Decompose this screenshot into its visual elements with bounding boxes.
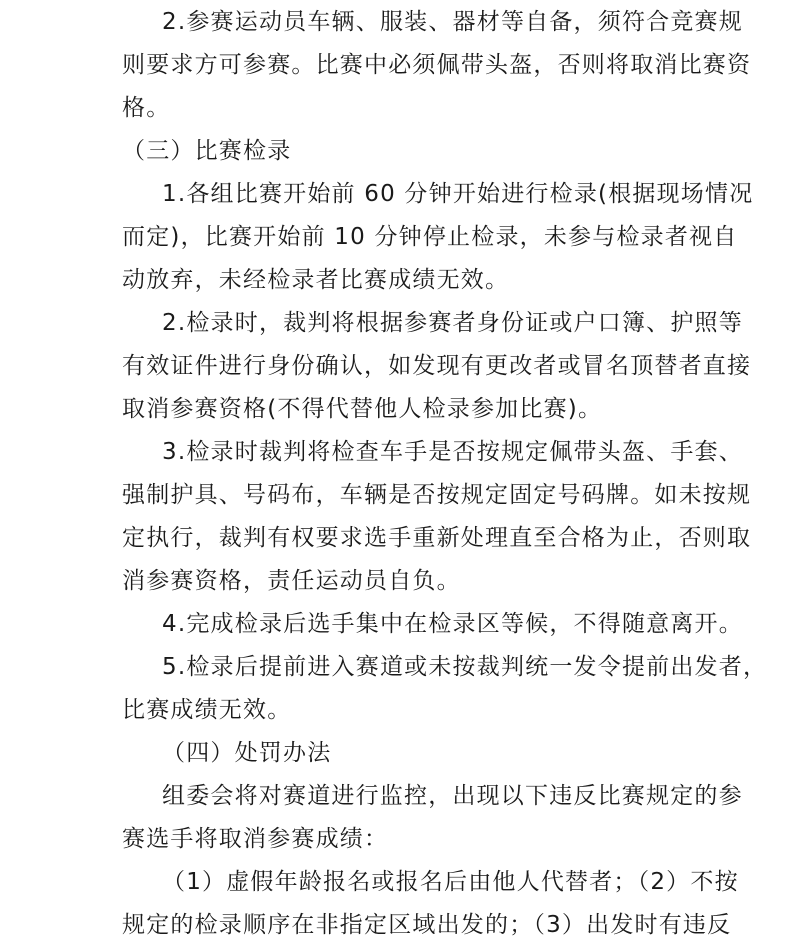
paragraph-line: 消参赛资格，责任运动员自负。 [122, 568, 461, 594]
paragraph-line: 5.检录后提前进入赛道或未按裁判统一发令提前出发者， [162, 654, 768, 680]
paragraph-line: 2.参赛运动员车辆、服装、器材等自备，须符合竞赛规 [162, 9, 743, 35]
paragraph-line: 而定)，比赛开始前 10 分钟停止检录，未参与检录者视自 [122, 224, 738, 250]
paragraph-line: 强制护具、号码布，车辆是否按规定固定号码牌。如未按规 [122, 482, 752, 508]
paragraph-line: 比赛成绩无效。 [122, 697, 292, 723]
paragraph-line: 规定的检录顺序在非指定区域出发的；（3）出发时有违反 [122, 912, 732, 938]
paragraph-line: 定执行，裁判有权要求选手重新处理直至合格为止，否则取 [122, 525, 752, 551]
section-heading: （四）处罚办法 [162, 740, 332, 766]
paragraph-line: 1.各组比赛开始前 60 分钟开始进行检录(根据现场情况 [162, 181, 754, 207]
paragraph-line: 组委会将对赛道进行监控，出现以下违反比赛规定的参 [162, 783, 743, 809]
paragraph-line: （1）虚假年龄报名或报名后由他人代替者；（2）不按 [162, 869, 739, 895]
paragraph-line: 则要求方可参赛。比赛中必须佩带头盔，否则将取消比赛资 [122, 52, 752, 78]
paragraph-line: 动放弃，未经检录者比赛成绩无效。 [122, 267, 510, 293]
paragraph-line: 2.检录时，裁判将根据参赛者身份证或户口簿、护照等 [162, 310, 743, 336]
paragraph-line: 取消参赛资格(不得代替他人检录参加比赛)。 [122, 396, 603, 422]
paragraph-line: 3.检录时裁判将检查车手是否按规定佩带头盔、手套、 [162, 439, 743, 465]
paragraph-line: 格。 [122, 95, 171, 121]
section-heading: （三）比赛检录 [122, 138, 292, 164]
paragraph-line: 赛选手将取消参赛成绩： [122, 826, 389, 852]
paragraph-line: 4.完成检录后选手集中在检录区等候，不得随意离开。 [162, 611, 743, 637]
paragraph-line: 有效证件进行身份确认，如发现有更改者或冒名顶替者直接 [122, 353, 752, 379]
